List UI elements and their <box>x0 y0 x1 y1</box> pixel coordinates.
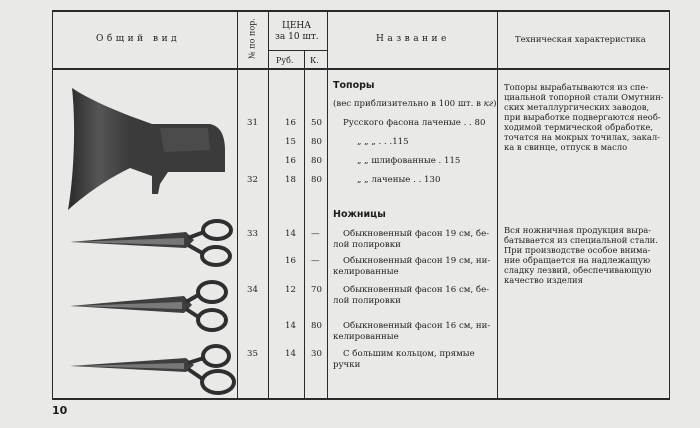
item-name: Обыкновенный фасон 16 см, бе- <box>343 285 490 295</box>
row-number: 32 <box>247 175 258 185</box>
item-name: С большим кольцом, прямые <box>343 349 475 359</box>
left-rule <box>52 10 53 399</box>
header-rub: Руб. <box>276 56 294 65</box>
price-rub: 16 <box>285 118 296 128</box>
axes-weight-note <box>333 100 497 109</box>
description-line: точатся на мокрых точилах, закал- <box>504 132 661 142</box>
section-title-axes: Топоры <box>333 80 375 91</box>
price-rub: 14 <box>285 229 296 239</box>
col-rule-name <box>497 10 498 399</box>
price-kop: 30 <box>311 349 322 359</box>
description-line: ка в свинце, отпуск в масло <box>504 142 628 152</box>
price-kop: — <box>311 256 320 266</box>
header-price: ЦЕНА <box>282 21 312 31</box>
scissors-description <box>504 225 664 285</box>
price-sub-rule <box>268 50 327 51</box>
price-kop: — <box>311 229 320 239</box>
scissors-illustration-2 <box>66 278 238 334</box>
weight-note-close: ) <box>493 99 497 109</box>
item-name: Русского фасона лаченые . . 80 <box>343 118 486 128</box>
description-line: при выработке подвергаются необ- <box>504 112 661 122</box>
item-name-cont: келированные <box>333 267 399 277</box>
item-name: „ „ шлифованные . 115 <box>357 156 461 166</box>
header-bottom-rule <box>52 68 670 70</box>
row-number: 33 <box>247 229 258 239</box>
scissors-illustration-1 <box>66 218 238 270</box>
section-title-scissors: Ножницы <box>333 209 386 220</box>
item-name: Обыкновенный фасон 19 см, бе- <box>343 229 490 239</box>
price-kop: 80 <box>311 321 322 331</box>
price-rub: 14 <box>285 349 296 359</box>
header-number-column: № по пор. <box>247 18 257 59</box>
price-kop: 80 <box>311 175 322 185</box>
price-rub: 14 <box>285 321 296 331</box>
row-number: 31 <box>247 118 258 128</box>
description-line: сладку лезвий, обеспечивающую <box>504 265 652 275</box>
description-line: батывается из специальной стали. <box>504 235 658 245</box>
price-kop: 50 <box>311 118 322 128</box>
price-rub: 16 <box>285 156 296 166</box>
description-line: циальной топорной стали Омутнин- <box>504 92 664 102</box>
price-rub: 12 <box>285 285 296 295</box>
description-line: ских металлургических заводов, <box>504 102 650 112</box>
row-number: 35 <box>247 349 258 359</box>
axes-description <box>504 82 664 152</box>
row-number: 34 <box>247 285 258 295</box>
col-rule-rub <box>304 50 305 399</box>
item-name-cont: келированные <box>333 332 399 342</box>
header-name: Название <box>376 34 450 44</box>
col-rule-price <box>327 10 328 399</box>
description-line: качество изделия <box>504 275 583 285</box>
price-rub: 15 <box>285 137 296 147</box>
description-line: При производстве особое внима- <box>504 245 651 255</box>
col-rule-number <box>268 10 269 399</box>
item-name-cont: ручки <box>333 360 361 370</box>
weight-note-text: (вес приблизительно в 100 шт. в <box>333 99 484 109</box>
header-price-sub: за 10 шт. <box>275 32 319 42</box>
item-name: Обыкновенный фасон 19 см, ни- <box>343 256 491 266</box>
price-kop: 80 <box>311 156 322 166</box>
price-kop: 80 <box>311 137 322 147</box>
header-general-view: Общий вид <box>96 34 181 44</box>
scissors-illustration-3 <box>66 340 238 396</box>
item-name: „ „ „ . . .115 <box>357 137 409 147</box>
description-line: Вся ножничная продукция выра- <box>504 225 652 235</box>
item-name-cont: лой полировки <box>333 240 401 250</box>
right-rule <box>669 10 670 399</box>
item-name: „ „ лаченые . . 130 <box>357 175 441 185</box>
item-name: Обыкновенный фасон 16 см, ни- <box>343 321 491 331</box>
price-kop: 70 <box>311 285 322 295</box>
description-line: ходимой термической обработке, <box>504 122 654 132</box>
header-tech: Техническая характеристика <box>515 34 646 44</box>
description-line: Топоры вырабатываются из спе- <box>504 82 649 92</box>
header-kop: К. <box>310 56 319 65</box>
description-line: ние обращается на надлежащую <box>504 255 651 265</box>
price-rub: 16 <box>285 256 296 266</box>
bottom-rule <box>52 398 670 400</box>
item-name-cont: лой полировки <box>333 296 401 306</box>
page-number: 10 <box>52 404 68 417</box>
weight-note-unit: кг <box>483 99 494 109</box>
top-rule <box>52 10 670 12</box>
price-rub: 18 <box>285 175 296 185</box>
axe-illustration <box>60 80 235 215</box>
